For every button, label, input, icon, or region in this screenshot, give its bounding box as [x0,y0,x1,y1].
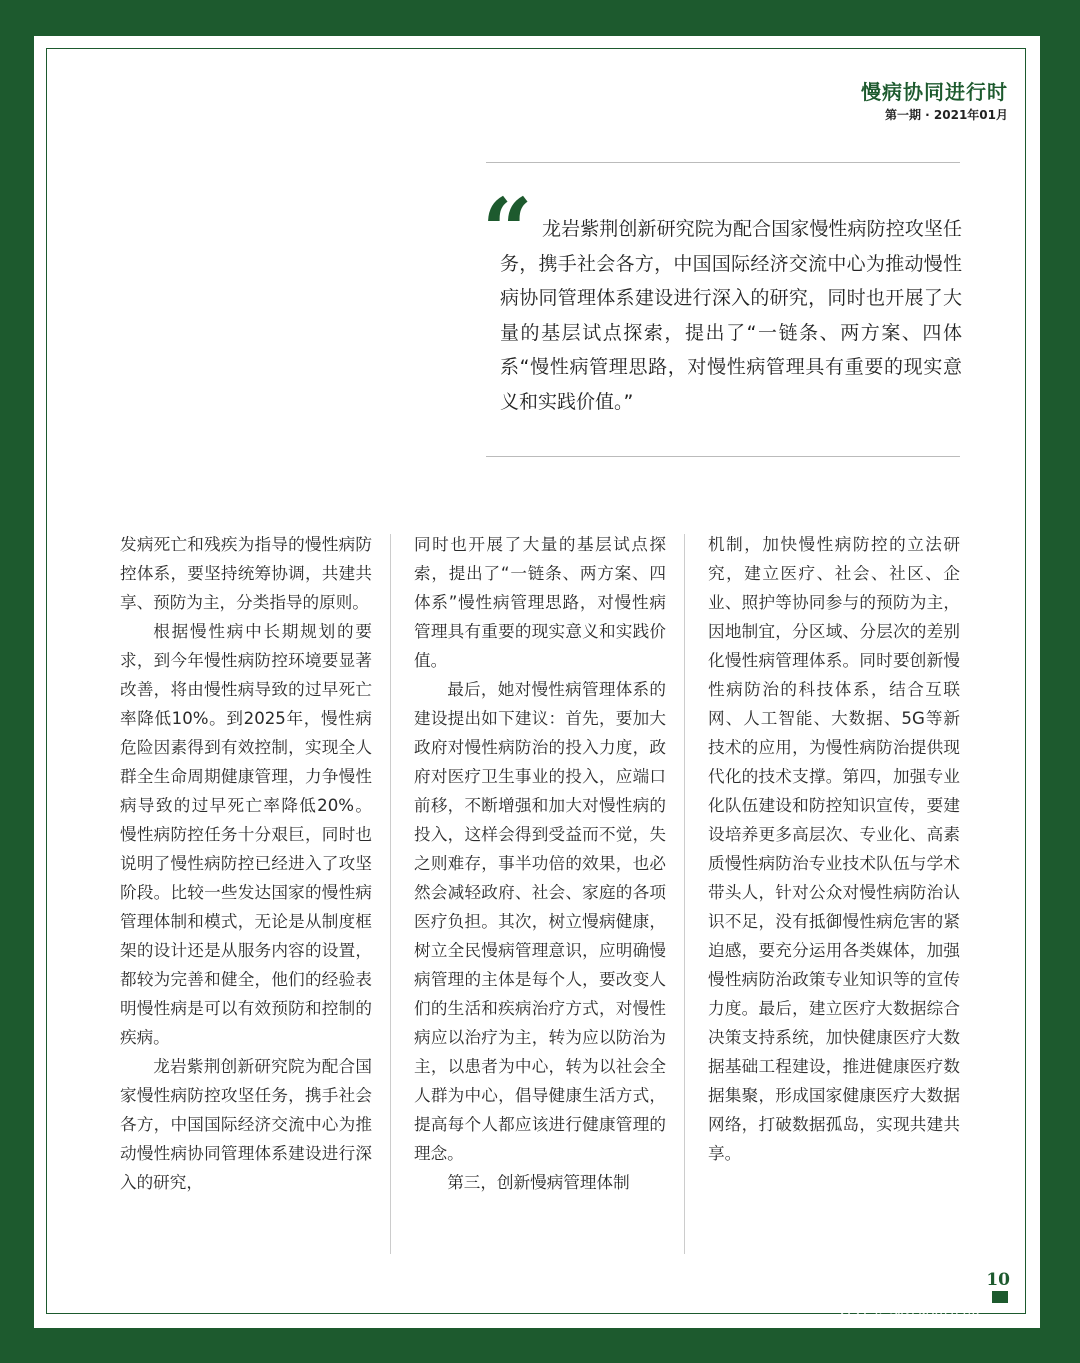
quote-top-rule [486,162,960,163]
opening-quote-icon: “ [482,178,533,282]
pull-quote: 龙岩紫荆创新研究院为配合国家慢性病防控攻坚任务，携手社会各方，中国国际经济交流中心为推动慢性病协同管理体系建设进行深入的研究，同时也开展了大量的基层试点探索，提出了“一链条、两方案、四体系“慢性病管理思路，对慢性病管理具有重要的现实意义和实践价值。” [500,218,962,413]
text-column-2 [414,530,666,1197]
wechat-icon [840,1301,866,1323]
watermark [840,1296,982,1327]
text-column-1 [120,530,372,1197]
header-title: 慢病协同进行时 [861,80,1008,104]
column-divider [390,534,391,1254]
magazine-page [34,36,1040,1328]
watermark-text: 慢病协同体 [872,1301,983,1326]
page-number-marker [992,1291,1008,1303]
paragraph: 发病死亡和残疾为指导的慢性病防控体系，要坚持统筹协调，共建共享、预防为主，分类指导的原则。 [120,535,372,612]
paragraph: 机制，加快慢性病防控的立法研究，建立医疗、社会、社区、企业、照护等协同参与的预防为主，因地制宜，分区域、分层次的差别化慢性病管理体系。同时要创新慢性病防治的科技体系，结合互联网、人工智能、大数据、5G等新技术的应用，为慢性病防治提供现代化的技术支撑。第四，加强专业化队伍建设和防控知识宣传，要建设培养更多高层次、专业化、高素质慢性病防治专业技术队伍与学术带头人，针对公众对慢性病防治认识不足，没有抵御慢性病危害的紧迫感，要充分运用各类媒体，加强慢性病防治政策专业知识等的宣传力度。最后，建立医疗大数据综合决策支持系统，加快健康医疗大数据基础工程建设，推进健康医疗数据集聚，形成国家健康医疗大数据网络，打破数据孤岛，实现共建共享。 [708,535,960,1163]
quote-bottom-rule [486,456,960,457]
paragraph: 第三，创新慢病管理体制 [447,1173,630,1192]
column-divider [684,534,685,1254]
paragraph: 龙岩紫荆创新研究院为配合国家慢性病防控攻坚任务，携手社会各方，中国国际经济交流中心为推动慢性病协同管理体系建设进行深入的研究， [120,1057,372,1192]
text-column-3 [708,530,960,1168]
paragraph: 同时也开展了大量的基层试点探索，提出了“一链条、两方案、四体系”慢性病管理思路，对慢性病管理具有重要的现实意义和实践价值。 [414,535,666,670]
paragraph: 最后，她对慢性病管理体系的建设提出如下建议：首先，要加大政府对慢性病防治的投入力度，政府对医疗卫生事业的投入，应端口前移，不断增强和加大对慢性病的投入，这样会得到受益而不觉，失之则难存，事半功倍的效果，也必然会减轻政府、社会、家庭的各项医疗负担。其次，树立慢病健康，树立全民慢病管理意识，应明确慢病管理的主体是每个人，要改变人们的生活和疾病治疗方式，对慢性病应以治疗为主，转为应以防治为主，以患者为中心，转为以社会全人群为中心，倡导健康生活方式，提高每个人都应该进行健康管理的理念。 [414,680,666,1163]
paragraph: 根据慢性病中长期规划的要求，到今年慢性病防控环境要显著改善，将由慢性病导致的过早死亡率降低10%。到2025年，慢性病危险因素得到有效控制，实现全人群全生命周期健康管理，力争慢性病导致的过早死亡率降低20%。慢性病防控任务十分艰巨，同时也说明了慢性病防控已经进入了攻坚阶段。比较一些发达国家的慢性病管理体制和模式，无论是从制度框架的设计还是从服务内容的设置，都较为完善和健全，他们的经验表明慢性病是可以有效预防和控制的疾病。 [120,622,372,1047]
page-number: 10 [986,1270,1010,1290]
issue-date: 第一期 · 2021年01月 [884,108,1008,122]
